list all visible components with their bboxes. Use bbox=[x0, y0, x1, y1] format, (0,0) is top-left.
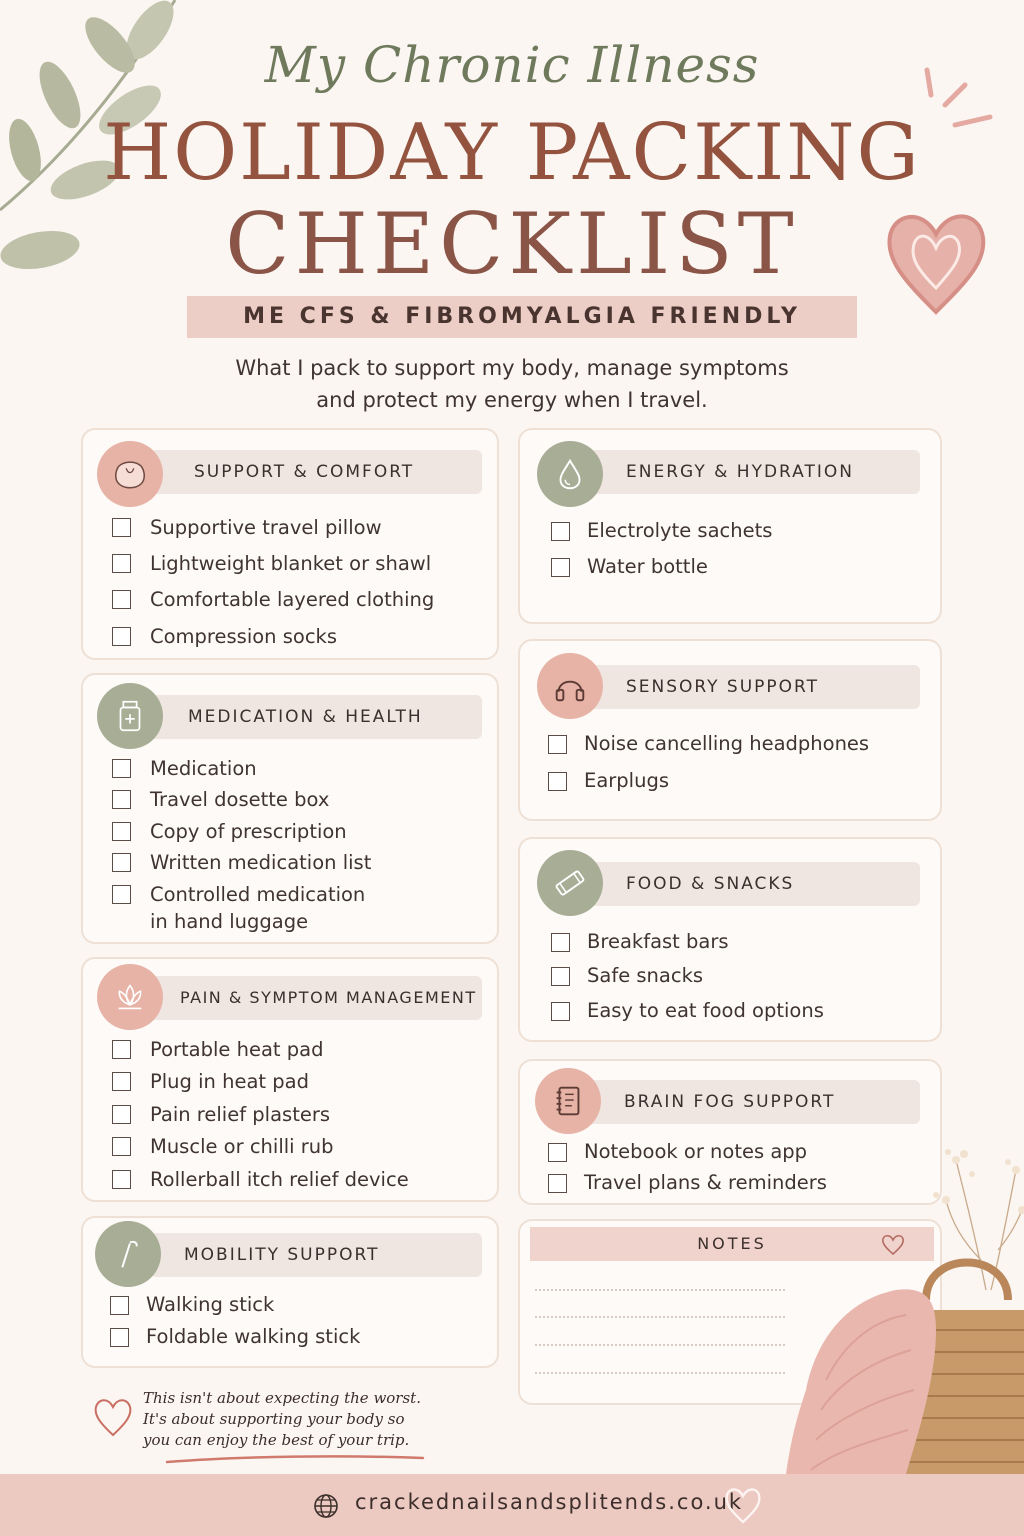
checkbox[interactable] bbox=[112, 1105, 131, 1124]
script-title: My Chronic Illness bbox=[264, 36, 760, 94]
checkbox[interactable] bbox=[551, 967, 570, 986]
checkbox[interactable] bbox=[112, 590, 131, 609]
list-item: Portable heat pad bbox=[150, 1038, 324, 1061]
list-item: Supportive travel pillow bbox=[150, 516, 382, 539]
list-item: Noise cancelling headphones bbox=[584, 732, 870, 755]
quote-line3: you can enjoy the best of your trip. bbox=[143, 1431, 410, 1449]
quote-line1: This isn't about expecting the worst. bbox=[143, 1389, 421, 1407]
checkbox[interactable] bbox=[112, 554, 131, 573]
water-drop-icon bbox=[537, 441, 603, 507]
list-item: Water bottle bbox=[587, 555, 708, 578]
list-item: Plug in heat pad bbox=[150, 1070, 309, 1093]
list-item-continuation: in hand luggage bbox=[150, 910, 309, 933]
note-line[interactable] bbox=[535, 1344, 785, 1346]
closing-quote bbox=[143, 1388, 443, 1451]
list-item: Rollerball itch relief device bbox=[150, 1168, 409, 1191]
medication-health-header: MEDICATION & HEALTH bbox=[150, 695, 482, 739]
checkbox[interactable] bbox=[551, 933, 570, 952]
page-title-line1: HOLIDAY PACKING bbox=[103, 108, 921, 198]
basket-blanket-illustration bbox=[786, 1140, 1024, 1474]
checkbox[interactable] bbox=[548, 772, 567, 791]
subtitle-banner: ME CFS & FIBROMYALGIA FRIENDLY bbox=[187, 296, 857, 338]
footer-heart-icon bbox=[722, 1482, 764, 1526]
list-item: Earplugs bbox=[584, 769, 669, 792]
intro-line2: and protect my energy when I travel. bbox=[316, 388, 708, 412]
quote-line2: It's about supporting your body so bbox=[143, 1410, 405, 1428]
list-item: Pain relief plasters bbox=[150, 1103, 331, 1126]
checkbox[interactable] bbox=[112, 1137, 131, 1156]
list-item: Foldable walking stick bbox=[146, 1325, 361, 1348]
medicine-bottle-icon bbox=[97, 683, 163, 749]
snack-bar-icon bbox=[537, 850, 603, 916]
checkbox[interactable] bbox=[551, 558, 570, 577]
checkbox[interactable] bbox=[551, 1002, 570, 1021]
globe-icon bbox=[312, 1492, 340, 1520]
list-item: Compression socks bbox=[150, 625, 337, 648]
mobility-support-header: MOBILITY SUPPORT bbox=[150, 1233, 482, 1277]
checkbox[interactable] bbox=[548, 1174, 567, 1193]
checkbox[interactable] bbox=[110, 1328, 129, 1347]
checkbox[interactable] bbox=[112, 1040, 131, 1059]
list-item: Breakfast bars bbox=[587, 930, 729, 953]
checkbox[interactable] bbox=[112, 885, 131, 904]
checkbox[interactable] bbox=[548, 735, 567, 754]
checkbox[interactable] bbox=[112, 1072, 131, 1091]
intro-line1: What I pack to support my body, manage symptoms bbox=[235, 356, 789, 380]
sensory-support-header: SENSORY SUPPORT bbox=[588, 665, 920, 709]
notes-header: NOTES bbox=[530, 1227, 934, 1261]
intro-text bbox=[0, 352, 1024, 416]
checkbox[interactable] bbox=[112, 627, 131, 646]
checkbox[interactable] bbox=[112, 790, 131, 809]
note-line[interactable] bbox=[535, 1289, 785, 1291]
checkbox[interactable] bbox=[112, 822, 131, 841]
checkbox[interactable] bbox=[551, 522, 570, 541]
support-comfort-header: SUPPORT & COMFORT bbox=[150, 450, 482, 494]
pain-symptom-header: PAIN & SYMPTOM MANAGEMENT bbox=[150, 976, 482, 1020]
checkbox[interactable] bbox=[112, 759, 131, 778]
walking-stick-icon bbox=[95, 1221, 161, 1287]
brain-fog-header: BRAIN FOG SUPPORT bbox=[586, 1080, 920, 1124]
underline-swash bbox=[165, 1452, 425, 1466]
outline-heart-icon bbox=[92, 1393, 134, 1439]
list-item: Travel plans & reminders bbox=[584, 1171, 827, 1194]
lotus-icon bbox=[97, 964, 163, 1030]
note-line[interactable] bbox=[535, 1372, 785, 1374]
checkbox[interactable] bbox=[112, 1170, 131, 1189]
energy-hydration-header: ENERGY & HYDRATION bbox=[588, 450, 920, 494]
list-item: Notebook or notes app bbox=[584, 1140, 808, 1163]
list-item: Travel dosette box bbox=[150, 788, 330, 811]
list-item: Medication bbox=[150, 757, 257, 780]
pillow-icon bbox=[97, 441, 163, 507]
website-link[interactable]: crackednailsandsplitends.co.uk bbox=[355, 1490, 744, 1514]
list-item: Written medication list bbox=[150, 851, 372, 874]
list-item: Controlled medication bbox=[150, 883, 366, 906]
list-item: Copy of prescription bbox=[150, 820, 347, 843]
checkbox[interactable] bbox=[112, 518, 131, 537]
list-item: Walking stick bbox=[146, 1293, 275, 1316]
list-item: Muscle or chilli rub bbox=[150, 1135, 334, 1158]
checkbox[interactable] bbox=[110, 1296, 129, 1315]
food-snacks-header: FOOD & SNACKS bbox=[588, 862, 920, 906]
list-item: Safe snacks bbox=[587, 964, 704, 987]
notebook-icon bbox=[535, 1068, 601, 1134]
checkbox[interactable] bbox=[548, 1143, 567, 1162]
checkbox[interactable] bbox=[112, 853, 131, 872]
headphones-icon bbox=[537, 653, 603, 719]
list-item: Easy to eat food options bbox=[587, 999, 824, 1022]
list-item: Lightweight blanket or shawl bbox=[150, 552, 432, 575]
note-line[interactable] bbox=[535, 1316, 785, 1318]
page-title-line2: CHECKLIST bbox=[225, 195, 799, 293]
list-item: Comfortable layered clothing bbox=[150, 588, 435, 611]
list-item: Electrolyte sachets bbox=[587, 519, 773, 542]
